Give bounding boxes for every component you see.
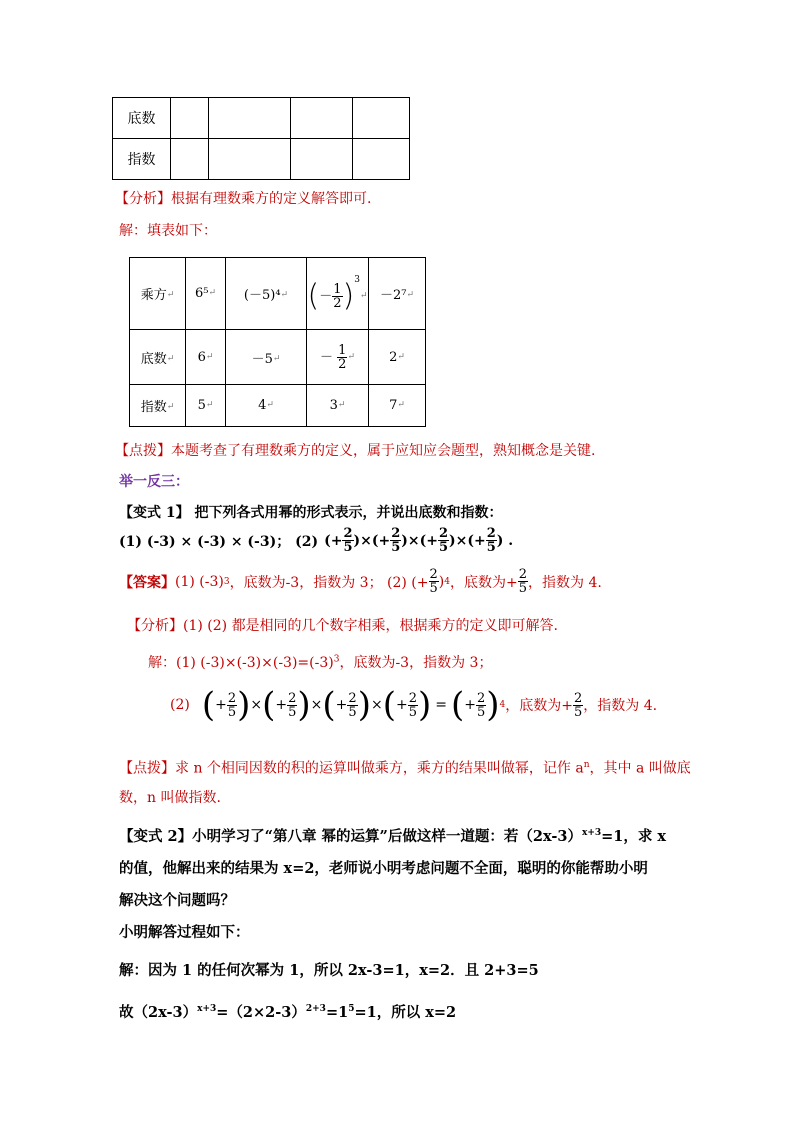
row-label-exponent: 指数 [113, 139, 171, 180]
cell: 2↵ [369, 330, 426, 385]
power-table [129, 257, 426, 427]
cell: 6↵ [186, 330, 226, 385]
cell: (－ $\frac{1}{2}$ )$^3$↵ [307, 258, 369, 330]
cell: 6⁵↵ [186, 258, 226, 330]
cell: 7↵ [369, 385, 426, 427]
cell: 5↵ [186, 385, 226, 427]
analysis-2: 【分析】(1) (2) 都是相同的几个数字相乘，根据乘方的定义即可解答. [127, 618, 559, 634]
cell: 3↵ [307, 385, 369, 427]
row-label-base: 底数 [113, 98, 171, 139]
solution-1: 解：填表如下： [119, 223, 217, 239]
blank-cell [291, 98, 353, 139]
cell: 4↵ [226, 385, 307, 427]
blank-cell [171, 98, 209, 139]
cell: －5↵ [226, 330, 307, 385]
comment-2: 【点拨】求 n 个相同因数的积的运算叫做乘方，乘方的结果叫做幂，记作 $a^n$，其中 a 叫做底 数，n 叫做指数. [119, 760, 691, 806]
answer-1: 【答案】 (1) (-3) 3 ，底数为-3，指数为 3； (2) (+ $\frac{2}{5}$ ) 4 ，底数为+ $\frac{2}{5}$ ，指数为 4. [119, 567, 602, 596]
row-label-base: 底数↵ [130, 330, 186, 385]
row-label-exponent: 指数↵ [130, 385, 186, 427]
variant-2: 【变式 2】小明学习了“第八章 幂的运算”后做这样一道题：若$(2x-3)^{x+3}=1$，求 x 的值，他解出来的结果为 x=2，老师说小明考虑问题不全面，聪明的你能帮助小明 解决这个问题吗？ 小明解答过程如下： 解：因为 1 的任何次幂为 1，所以 2x-3=1，x=2．且 2+3=5 故$(2x-3)^{x+3}=(2\times 2-3)^{2+3}=1^5=1$，所以 x=2 [119, 827, 667, 1021]
cell: － $\frac{1}{2}$ ↵ [307, 330, 369, 385]
section-title: 举一反三： [119, 474, 189, 490]
cell: (－5)⁴↵ [226, 258, 307, 330]
blank-cell [353, 139, 410, 180]
blank-cell [353, 98, 410, 139]
cell: －2⁷↵ [369, 258, 426, 330]
variant-1-title: 【变式 1】 把下列各式用幂的形式表示，并说出底数和指数： [119, 505, 503, 521]
blank-cell [209, 98, 291, 139]
row-label-power: 乘方↵ [130, 258, 186, 330]
blank-cell [209, 139, 291, 180]
blank-cell [291, 139, 353, 180]
solution-2-part-2: (2) ( + $\frac{2}{5}$ ) × ( + $\frac{2}{5}$ ) × ( + $\frac{2}{5}$ ) × ( + $\frac{2}{5}$ ) = ( + $\frac{2}{5}$ ) 4 ，底数为+ $\frac{2}{5}$ ，指数为 4. [170, 685, 658, 725]
analysis-1: 【分析】根据有理数乘方的定义解答即可. [115, 191, 372, 207]
variant-1-question: (1) (-3) × (-3) × (-3)； (2) (+ $\frac{2}{5}$ )×(+ $\frac{2}{5}$ )×(+ $\frac{2}{5}$ )×(+ $\frac{2}{5}$ ) . [119, 526, 514, 555]
blank-table [112, 97, 410, 180]
solution-2-part-1: 解：(1) $(-3)\times(-3)\times(-3)=(-3)^3$，底数为-3，指数为 3； [148, 654, 493, 671]
comment-1: 【点拨】本题考查了有理数乘方的定义，属于应知应会题型，熟知概念是关键. [115, 443, 596, 459]
blank-cell [171, 139, 209, 180]
